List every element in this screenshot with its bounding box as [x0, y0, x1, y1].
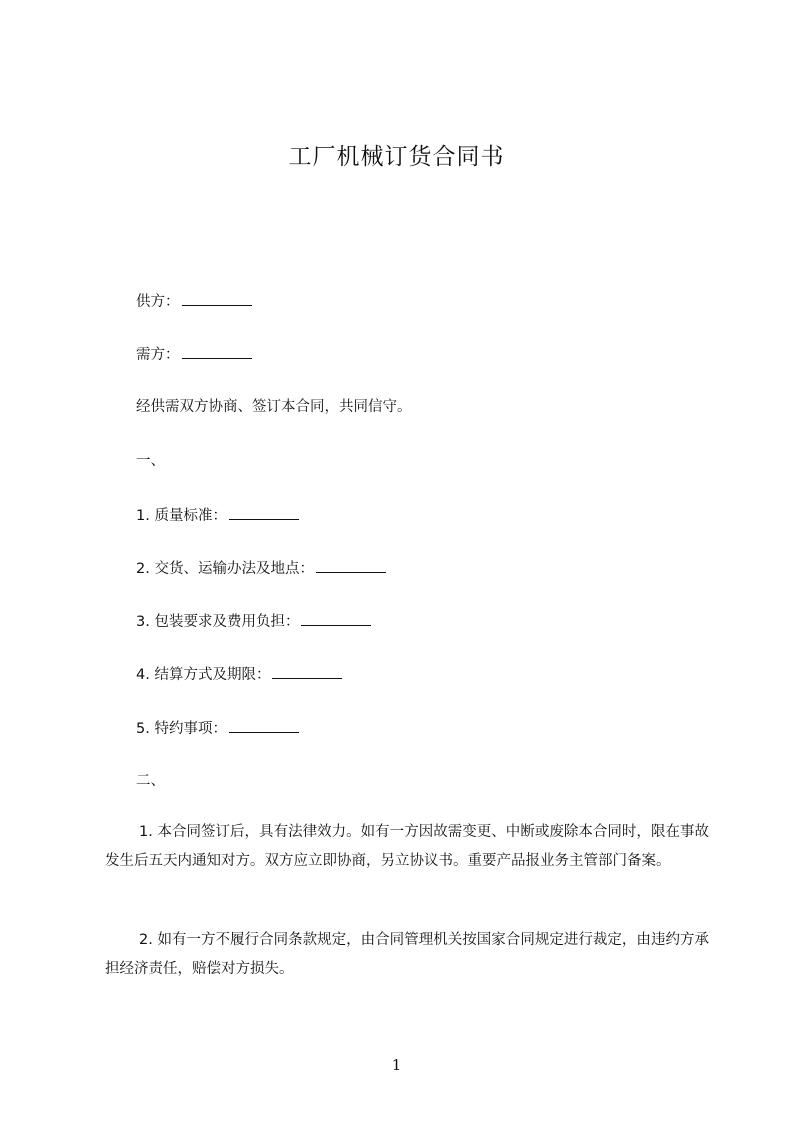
item-blank — [272, 664, 342, 679]
clause-2: 2. 如有一方不履行合同条款规定，由合同管理机关按国家合同规定进行裁定，由违约方承担经济责任，赔偿对方损失。 — [105, 932, 709, 977]
supplier-line — [136, 291, 252, 312]
item-label: 3. 包装要求及费用负担： — [136, 614, 300, 630]
clause-1: 1. 本合同签订后，具有法律效力。如有一方因故需变更、中断或废除本合同时，限在事故发生后五天内通知对方。双方应立即协商，另立协议书。重要产品报业务主管部门备案。 — [105, 824, 709, 869]
item-packaging — [136, 611, 371, 632]
section-two-heading: 二、 — [136, 773, 165, 789]
item-delivery — [136, 558, 386, 579]
buyer-line — [136, 344, 252, 365]
item-label: 4. 结算方式及期限： — [136, 667, 271, 683]
document-title: 工厂机械订货合同书 — [288, 144, 505, 170]
item-blank — [316, 558, 386, 573]
supplier-blank — [182, 291, 252, 306]
item-settlement — [136, 664, 342, 685]
item-blank — [229, 505, 299, 520]
item-label: 2. 交货、运输办法及地点： — [136, 561, 314, 577]
buyer-label: 需方： — [136, 347, 180, 363]
item-label: 1. 质量标准： — [136, 508, 227, 524]
supplier-label: 供方： — [136, 294, 180, 310]
item-blank — [301, 611, 371, 626]
page-number: 1 — [391, 1056, 402, 1074]
intro-text: 经供需双方协商、签订本合同，共同信守。 — [136, 399, 412, 415]
section-one-heading: 一、 — [136, 453, 165, 469]
item-special — [136, 718, 299, 739]
item-quality — [136, 505, 299, 526]
item-blank — [229, 718, 299, 733]
buyer-blank — [182, 344, 252, 359]
item-label: 5. 特约事项： — [136, 721, 227, 737]
